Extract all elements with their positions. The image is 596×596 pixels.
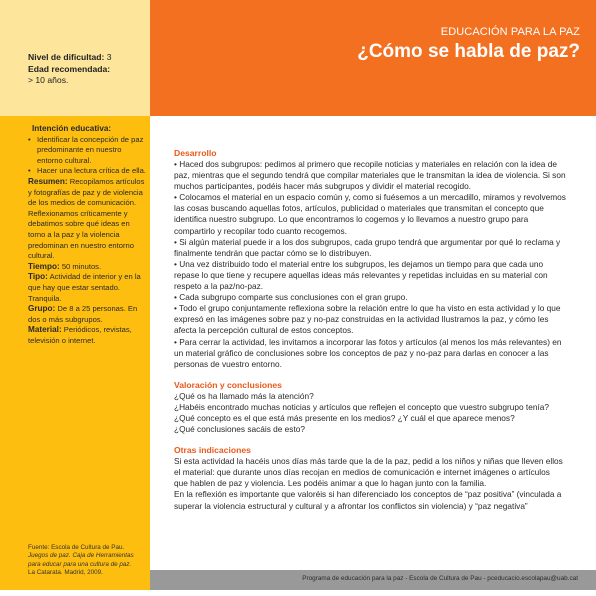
time-value: 50 minutos. xyxy=(61,261,102,271)
section-development xyxy=(174,148,566,370)
material-block xyxy=(28,325,146,346)
summary-label: Resumen: xyxy=(28,176,68,186)
group-block xyxy=(28,304,146,325)
type-block xyxy=(28,272,146,304)
question: ¿Qué conclusiones sacáis de esto? xyxy=(174,424,305,435)
time-block xyxy=(28,262,146,273)
paragraph: • Una vez distribuido todo el material entre los subgrupos, les dejamos un tiempo para que cada uno repase lo que tiene y recupere aquellas ideas más relevantes y repetidas incluidas en su material con respeto a la paz/no-paz. xyxy=(174,258,548,292)
main-content xyxy=(174,148,566,522)
type-value: Actividad de interior y en la que hay que estar sentado. Tranquila. xyxy=(28,272,141,303)
age-row xyxy=(28,64,112,76)
section-heading: Desarrollo xyxy=(174,148,217,158)
age-value: > 10 años. xyxy=(28,75,69,85)
difficulty-value: 3 xyxy=(106,52,112,62)
page-title: ¿Cómo se habla de paz? xyxy=(357,41,580,62)
source-citation xyxy=(28,544,148,578)
section-heading: Valoración y conclusiones xyxy=(174,379,282,390)
activity-meta xyxy=(28,52,112,87)
paragraph: • Haced dos subgrupos: pedimos al primero que recopile noticias y materiales en relación con la idea de paz, mientras que el segundo tendrá que compilar materiales que le transmitan la idea de violencia. Si son muchos participantes, podéis hacer más subgrupos y dividir el material recogido. xyxy=(174,159,566,192)
material-label: Material: xyxy=(28,325,62,335)
section-heading: Otras indicaciones xyxy=(174,445,251,456)
paragraph: • Cada subgrupo comparte sus conclusiones con el gran grupo. xyxy=(174,292,408,303)
intent-item: • Identificar la concepción de paz predominante en nuestro entorno cultural. xyxy=(28,135,146,167)
section-evaluation xyxy=(174,380,566,435)
paragraph: • Para cerrar la actividad, les invitamos a incorporar las fotos y artículos (al menos los más relevantes) en un material gráfico de conclusiones sobre los conceptos de paz y no-paz para darlas en conocer a las personas de vuestro entorno. xyxy=(174,336,562,369)
difficulty-label: Nivel de dificultad: xyxy=(28,52,105,62)
summary-block xyxy=(28,177,146,262)
footer-credit: Programa de educación para la paz - Escola de Cultura de Pau - pceducacio.escolapau@uab.cat xyxy=(302,575,578,582)
intent-item: • Hacer una lectura crítica de ella. xyxy=(28,166,146,177)
material-value: Periódicos, revistas, televisión o internet. xyxy=(28,325,132,345)
section-other-notes xyxy=(174,445,566,511)
intent-heading: Intención educativa: xyxy=(32,124,112,133)
time-label: Tiempo: xyxy=(28,261,60,271)
activity-summary xyxy=(28,124,146,346)
intent-list xyxy=(28,135,146,177)
group-value: De 8 a 25 personas. En dos o más subgrupos. xyxy=(28,304,138,324)
summary-text: Recopilamos artículos y fotografías de paz y de violencia de los medios de comunicación. Reflexionamos críticamente y debatimos sobre qué ideas en torno a la paz y la violencia predominan en nuestro entorno cultural. xyxy=(28,176,145,261)
question: ¿Qué os ha llamado más la atención? xyxy=(174,390,314,401)
paragraph: En la reflexión es importante que valoréis si han diferenciado los conceptos de “paz positiva” (vinculada a superar la violencia estructural y cultural y a afrontar los conflictos sin violencia) y “paz negativa” xyxy=(174,489,562,511)
paragraph: • Si algún material puede ir a los dos subgrupos, cada grupo tendrá que argumentar por qué lo reclama y finalmente tendrán que pactar cómo se lo distribuyen. xyxy=(174,236,561,258)
series-kicker: EDUCACIÓN PARA LA PAZ xyxy=(440,26,580,38)
age-label: Edad recomendada: xyxy=(28,63,111,74)
source-line: Fuente: Escola de Cultura de Pau. xyxy=(28,544,125,551)
type-label: Tipo: xyxy=(28,272,48,282)
source-book-title: Juegos de paz. Caja de Herramientas para educar para una cultura de paz. xyxy=(28,552,134,568)
paragraph: Si esta actividad la hacéis unos días más tarde que la de la paz, pedid a los niños y niñas que lleven ellos el material: que durante unos días recojan en medios de comunicación e internet imágenes o artículos que hablen de paz y violencia. Les podéis animar a que lo hagan junto con la familia. xyxy=(174,456,563,489)
group-label: Grupo: xyxy=(28,304,56,314)
question: ¿Qué concepto es el que está más presente en los medios? ¿Y cuál el que aparece menos? xyxy=(174,412,515,423)
paragraph: • Colocamos el material en un espacio común y, como si fuésemos a un mercadillo, miramos y revolvemos las cosas buscando aquellas fotos, artículos, publicidad o materiales que transmitan el concepto que identifica nuestro subgrupo. Lo que encontramos lo cogemos y lo llevamos a nuestro grupo para compartirlo y recopilar todo cuanto recogemos. xyxy=(174,192,566,236)
source-publisher: La Catarata. Madrid, 2009. xyxy=(28,569,103,577)
difficulty-row xyxy=(28,52,112,64)
question: ¿Habéis encontrado muchas noticias y artículos que reflejen el concepto que vuestro subgrupo tenía? xyxy=(174,401,549,412)
paragraph: • Todo el grupo conjuntamente reflexiona sobre la relación entre lo que ha visto en esta actividad y lo que expresó en las imágenes sobre paz y no-paz construidas en la actividad Ilustramos la paz, y cómo les afecta la percepción cultural de estos conceptos. xyxy=(174,303,561,336)
